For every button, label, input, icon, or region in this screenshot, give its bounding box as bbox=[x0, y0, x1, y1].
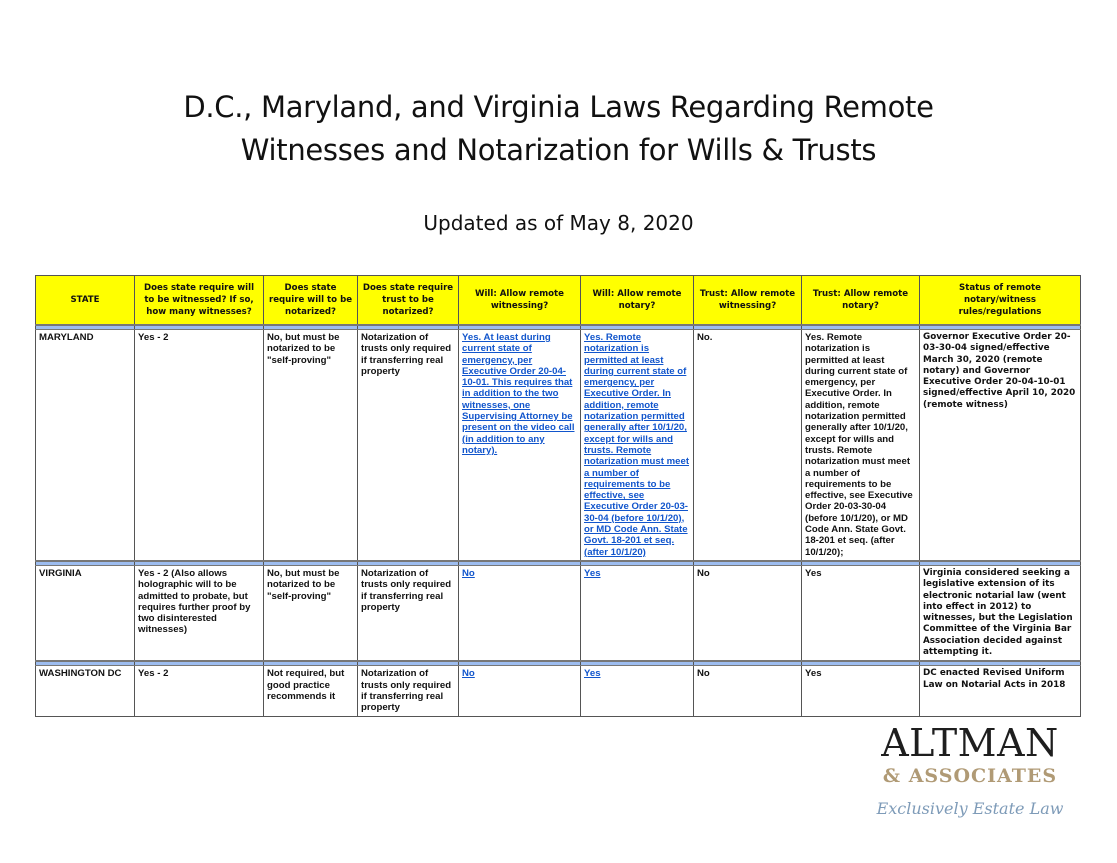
table-row-maryland bbox=[36, 330, 1081, 561]
cell-trust-notarized: Notarization of trusts only required if transferring real property bbox=[358, 330, 459, 561]
logo-sub: & ASSOCIATES bbox=[882, 765, 1058, 787]
cell-trust-remote-witnessing: No bbox=[694, 666, 802, 716]
cell-will-remote-notary bbox=[581, 565, 694, 661]
will-remote-notary-link[interactable]: Yes. Remote notarization is permitted at least during current state of emergency, per Executive Order. In addition, remote notarization permitted generally after 10/1/20, except for wills and trusts. Remote notarization must meet a number of requirements to be effective, see Executive Order 20-03-30-04 (before 10/1/20), or MD Code Ann. State Govt. 18-201 et seq. (after 10/1/20) bbox=[584, 332, 690, 558]
cell-will-witnessed: Yes - 2 bbox=[135, 666, 264, 716]
cell-trust-notarized: Notarization of trusts only required if transferring real property bbox=[358, 666, 459, 716]
column-header-will-notarized: Does state require will to be notarized? bbox=[264, 276, 358, 326]
will-remote-notary-link[interactable]: Yes bbox=[584, 567, 601, 579]
cell-trust-notarized: Notarization of trusts only required if transferring real property bbox=[358, 565, 459, 661]
column-header-trust-notarized: Does state require trust to be notarized? bbox=[358, 276, 459, 326]
cell-trust-remote-notary: Yes. Remote notarization is permitted at least during current state of emergency, per Executive Order. In addition, remote notarization permitted generally after 10/1/20, except for wills and trusts. Remote notarization must meet a number of requirements to be effective, see Executive Order 20-03-30-04 (before 10/1/20), or MD Code Ann. State Govt. 18-201 et seq. (after 10/1/20); bbox=[802, 330, 920, 561]
cell-will-witnessed: Yes - 2 (Also allows holographic will to be admitted to probate, but requires further proof by two disinterested witnesses) bbox=[135, 565, 264, 661]
cell-will-notarized: No, but must be notarized to be "self-proving" bbox=[264, 565, 358, 661]
cell-trust-remote-notary: Yes bbox=[802, 666, 920, 716]
cell-will-remote-witnessing bbox=[459, 666, 581, 716]
cell-trust-remote-notary: Yes bbox=[802, 565, 920, 661]
logo-tagline: Exclusively Estate Law bbox=[876, 799, 1064, 818]
column-header-state: STATE bbox=[36, 276, 135, 326]
cell-will-remote-witnessing bbox=[459, 565, 581, 661]
column-header-will-witnessed: Does state require will to be witnessed? If so, how many witnesses? bbox=[135, 276, 264, 326]
firm-logo bbox=[870, 722, 1070, 822]
will-remote-witnessing-link[interactable]: No bbox=[462, 567, 475, 579]
title-line-2: Witnesses and Notarization for Wills & Trusts bbox=[240, 133, 877, 167]
column-header-trust-remote-witnessing: Trust: Allow remote witnessing? bbox=[694, 276, 802, 326]
cell-status: Governor Executive Order 20-03-30-04 signed/effective March 30, 2020 (remote notary) and Governor Executive Order 20-04-10-01 signed/effective April 10, 2020 (remote witness) bbox=[920, 330, 1081, 561]
table-row-virginia bbox=[36, 565, 1081, 661]
cell-state: VIRGINIA bbox=[36, 565, 135, 661]
title-line-1: D.C., Maryland, and Virginia Laws Regarding Remote bbox=[183, 90, 934, 124]
cell-will-remote-notary bbox=[581, 666, 694, 716]
cell-will-notarized: No, but must be notarized to be "self-proving" bbox=[264, 330, 358, 561]
logo-name: ALTMAN bbox=[881, 721, 1059, 765]
document-title bbox=[0, 86, 1117, 172]
table-row-washington-dc bbox=[36, 666, 1081, 716]
column-header-will-remote-witnessing: Will: Allow remote witnessing? bbox=[459, 276, 581, 326]
cell-status: Virginia considered seeking a legislative extension of its electronic notarial law (went into effect in 2012) to witnesses, but the Legislation Committee of the Virginia Bar Association decided against attempting it. bbox=[920, 565, 1081, 661]
cell-state: WASHINGTON DC bbox=[36, 666, 135, 716]
cell-will-remote-witnessing bbox=[459, 330, 581, 561]
cell-state: MARYLAND bbox=[36, 330, 135, 561]
cell-will-witnessed: Yes - 2 bbox=[135, 330, 264, 561]
updated-date: Updated as of May 8, 2020 bbox=[423, 211, 694, 235]
column-header-status: Status of remote notary/witness rules/regulations bbox=[920, 276, 1081, 326]
laws-table bbox=[35, 275, 1081, 717]
table-header-row bbox=[36, 276, 1081, 326]
will-remote-notary-link[interactable]: Yes bbox=[584, 668, 601, 680]
will-remote-witnessing-link[interactable]: Yes. At least during current state of emergency, per Executive Order 20-04-10-01. This requires that in addition to the two witnesses, one Supervising Attorney be present on the video call (in addition to any notary). bbox=[462, 332, 575, 456]
cell-will-remote-notary bbox=[581, 330, 694, 561]
column-header-trust-remote-notary: Trust: Allow remote notary? bbox=[802, 276, 920, 326]
cell-will-notarized: Not required, but good practice recommends it bbox=[264, 666, 358, 716]
cell-trust-remote-witnessing: No. bbox=[694, 330, 802, 561]
column-header-will-remote-notary: Will: Allow remote notary? bbox=[581, 276, 694, 326]
will-remote-witnessing-link[interactable]: No bbox=[462, 668, 475, 680]
cell-status: DC enacted Revised Uniform Law on Notarial Acts in 2018 bbox=[920, 666, 1081, 716]
cell-trust-remote-witnessing: No bbox=[694, 565, 802, 661]
